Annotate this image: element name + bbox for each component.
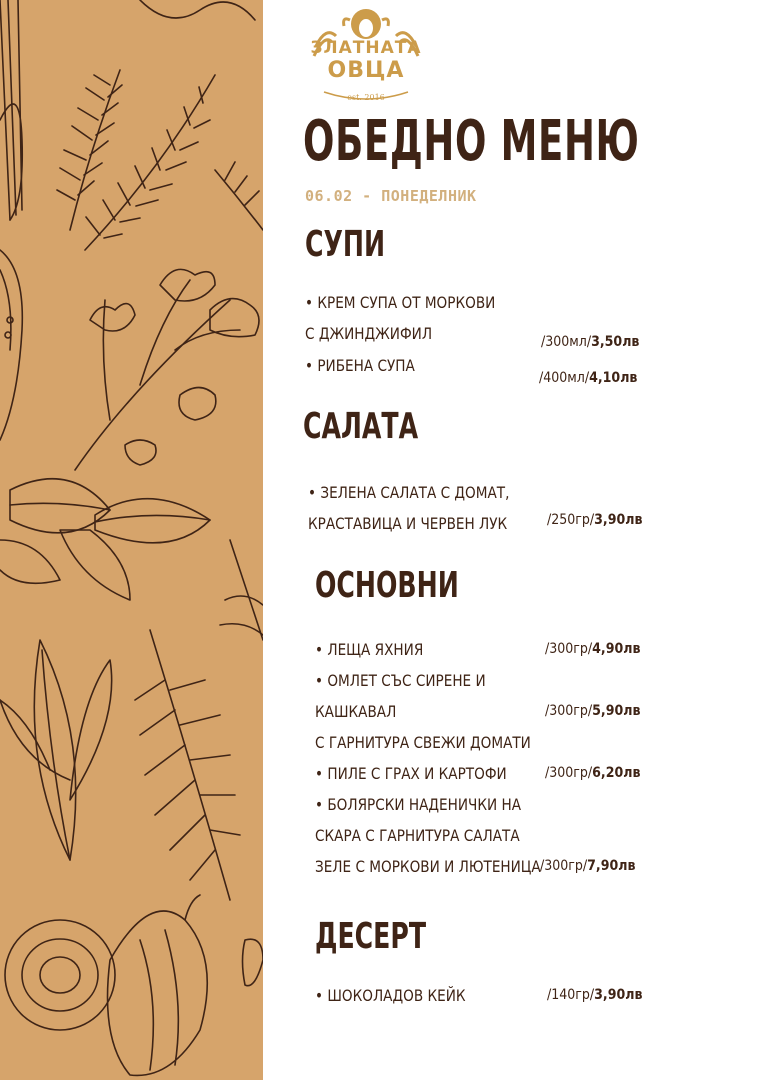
menu-item-price: /140гр/3,90лв (547, 987, 643, 1003)
section-title-salad: САЛАТА (303, 406, 419, 447)
menu-item-line: • ШОКОЛАДОВ КЕЙК (315, 986, 466, 1005)
menu-item-line: КРАСТАВИЦА И ЧЕРВЕН ЛУК (308, 514, 508, 533)
menu-item-price: /250гр/3,90лв (547, 512, 643, 528)
section-title-dessert: ДЕСЕРТ (315, 916, 427, 957)
logo-name-line1: ЗЛАТНАТА (310, 38, 422, 58)
menu-item-line: • КРЕМ СУПА ОТ МОРКОВИ (305, 293, 496, 312)
menu-date: 06.02 - ПОНЕДЕЛНИК (305, 187, 477, 205)
menu-item-line: • ПИЛЕ С ГРАХ И КАРТОФИ (315, 764, 507, 783)
menu-item-line: ЗЕЛЕ С МОРКОВИ И ЛЮТЕНИЦА (315, 857, 541, 876)
section-title-mains: ОСНОВНИ (315, 565, 459, 606)
menu-item-line: КАШКАВАЛ (315, 702, 397, 721)
section-title-soups: СУПИ (305, 224, 386, 265)
menu-item-line: • БОЛЯРСКИ НАДЕНИЧКИ НА (315, 795, 522, 814)
menu-item-line: • ЗЕЛЕНА САЛАТА С ДОМАТ, (308, 483, 510, 502)
menu-item-price: /300гр/4,90лв (545, 641, 641, 657)
menu-item-line: С ДЖИНДЖИФИЛ (305, 324, 433, 343)
logo-established: est. 2016 (347, 93, 385, 102)
page-title: ОБЕДНО МЕНЮ (303, 109, 640, 174)
menu-item-line: • ОМЛЕТ СЪС СИРЕНЕ И (315, 671, 486, 690)
menu-item-price: /300гр/7,90лв (540, 858, 636, 874)
menu-item-price: /300мл/3,50лв (541, 334, 640, 350)
menu-item-line: • ЛЕЩА ЯХНИЯ (315, 640, 424, 659)
herbs-illustration-panel (0, 0, 263, 1080)
menu-item-line: СКАРА С ГАРНИТУРА САЛАТА (315, 826, 520, 845)
logo-name-line2: ОВЦА (327, 58, 405, 83)
restaurant-logo (306, 6, 426, 104)
menu-item-line: С ГАРНИТУРА СВЕЖИ ДОМАТИ (315, 733, 531, 752)
menu-panel (263, 0, 763, 1080)
herbs-illustration (0, 0, 263, 1080)
menu-item-line: • РИБЕНА СУПА (305, 356, 415, 375)
menu-item-price: /400мл/4,10лв (539, 370, 638, 386)
menu-item-price: /300гр/5,90лв (545, 703, 641, 719)
menu-item-price: /300гр/6,20лв (545, 765, 641, 781)
